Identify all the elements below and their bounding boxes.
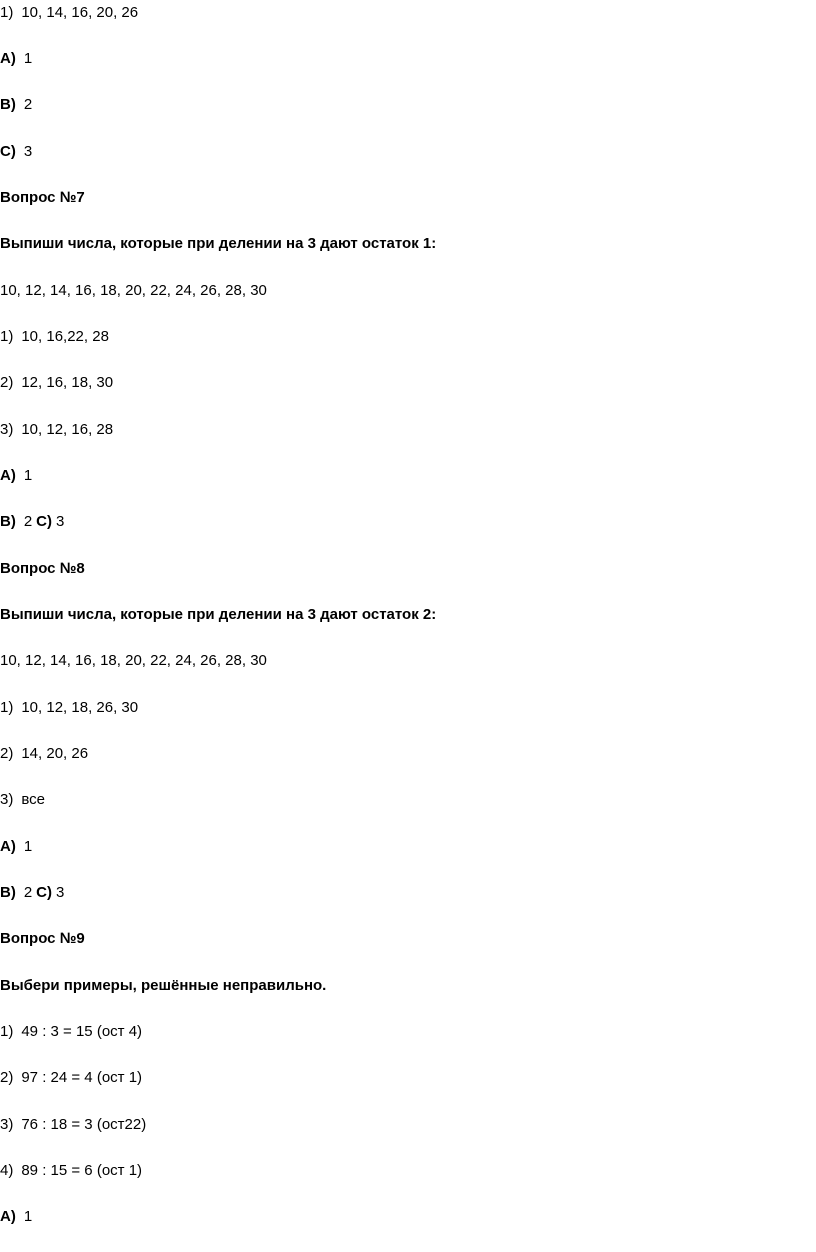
option-number: 2) (0, 1069, 14, 1086)
option-text: 97 : 24 = 4 (ост 1) (21, 1069, 143, 1086)
q8-number-list: 10, 12, 14, 16, 18, 20, 22, 24, 26, 28, 30 (0, 652, 267, 669)
q9-option-2 (0, 1068, 142, 1088)
answer-letter: C) (0, 143, 16, 160)
q8-answer-bc (0, 883, 64, 903)
answer-value: 2 (23, 513, 33, 530)
option-text: 12, 16, 18, 30 (21, 374, 114, 391)
q7-answer-a (0, 466, 32, 486)
option-text: 49 : 3 = 15 (ост 4) (21, 1023, 143, 1040)
answer-value: 1 (23, 467, 33, 484)
q8-title: Вопрос №8 (0, 560, 85, 577)
option-number: 3) (0, 1116, 14, 1133)
option-number: 2) (0, 745, 14, 762)
q9-title: Вопрос №9 (0, 930, 85, 947)
q9-answer-a (0, 1207, 32, 1227)
answer-letter: B) (0, 513, 16, 530)
option-number: 3) (0, 421, 14, 438)
q6-answer-b (0, 95, 32, 115)
answer-value: 2 (23, 884, 33, 901)
q6-answer-a (0, 49, 32, 69)
q6-option-1 (0, 3, 138, 23)
option-number: 4) (0, 1162, 14, 1179)
q8-option-3 (0, 790, 45, 810)
option-text: 10, 14, 16, 20, 26 (21, 4, 139, 21)
option-text: 14, 20, 26 (21, 745, 89, 762)
answer-value: 1 (23, 838, 33, 855)
option-text: 89 : 15 = 6 (ост 1) (21, 1162, 143, 1179)
option-number: 1) (0, 1023, 14, 1040)
option-number: 3) (0, 791, 14, 808)
option-text: все (21, 791, 45, 808)
option-number: 2) (0, 374, 14, 391)
answer-letter: C) (36, 884, 52, 901)
q7-number-list: 10, 12, 14, 16, 18, 20, 22, 24, 26, 28, 30 (0, 282, 267, 299)
answer-value: 2 (23, 96, 33, 113)
option-number: 1) (0, 699, 14, 716)
q7-option-3 (0, 420, 113, 440)
option-text: 10, 16,22, 28 (21, 328, 109, 345)
q8-option-1 (0, 698, 138, 718)
q7-answer-bc (0, 512, 64, 532)
q8-answer-a (0, 837, 32, 857)
q9-option-1 (0, 1022, 142, 1042)
option-text: 10, 12, 18, 26, 30 (21, 699, 139, 716)
q7-title: Вопрос №7 (0, 189, 85, 206)
answer-letter: C) (36, 513, 52, 530)
answer-letter: B) (0, 884, 16, 901)
q6-answer-c (0, 142, 32, 162)
answer-letter: A) (0, 1208, 16, 1225)
option-number: 1) (0, 328, 14, 345)
q9-option-4 (0, 1161, 142, 1181)
q9-option-3 (0, 1115, 146, 1135)
option-text: 10, 12, 16, 28 (21, 421, 114, 438)
answer-letter: B) (0, 96, 16, 113)
answer-letter: A) (0, 50, 16, 67)
answer-value: 3 (56, 513, 65, 530)
answer-letter: A) (0, 467, 16, 484)
option-text: 76 : 18 = 3 (ост22) (21, 1116, 147, 1133)
q8-option-2 (0, 744, 88, 764)
answer-value: 3 (23, 143, 33, 160)
answer-value: 1 (23, 1208, 33, 1225)
answer-letter: A) (0, 838, 16, 855)
q8-prompt: Выпиши числа, которые при делении на 3 дают остаток 2: (0, 606, 437, 623)
q7-prompt: Выпиши числа, которые при делении на 3 дают остаток 1: (0, 235, 437, 252)
answer-value: 1 (23, 50, 33, 67)
q7-option-2 (0, 373, 113, 393)
q9-prompt: Выбери примеры, решённые неправильно. (0, 977, 327, 994)
option-number: 1) (0, 4, 14, 21)
q7-option-1 (0, 327, 109, 347)
answer-value: 3 (56, 884, 65, 901)
